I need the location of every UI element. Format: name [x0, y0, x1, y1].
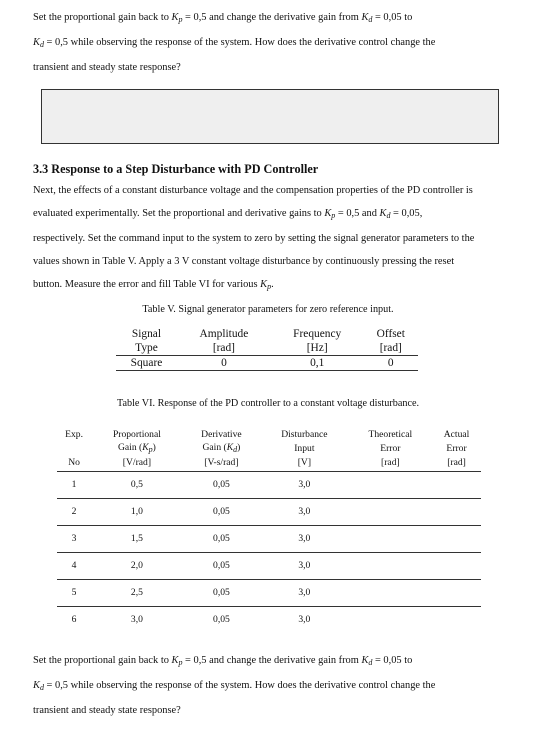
table5-header: Offset	[376, 328, 405, 340]
table6-header: [rad]	[447, 457, 466, 469]
section-body-line-4: values shown in Table V. Apply a 3 V constant voltage disturbance by continuously pressing the reset	[33, 256, 455, 267]
signal-generator-table	[116, 327, 418, 371]
section-body-line-3: respectively. Set the command input to the system to zero by setting the signal generator parameters to the	[33, 233, 475, 244]
actual-error-cell[interactable]	[432, 525, 481, 552]
theoretical-error-cell[interactable]	[349, 525, 432, 552]
table6-caption: Table VI. Response of the PD controller to a constant voltage disturbance.	[116, 398, 420, 409]
proportional-gain: 2,5	[91, 579, 183, 606]
exp-number: 5	[57, 579, 91, 606]
table6-header: Input	[294, 442, 315, 454]
table5-cell: 0	[364, 356, 418, 371]
table6-header: Disturbance	[281, 428, 328, 440]
table5-unit: [rad]	[177, 341, 271, 356]
actual-error-cell[interactable]	[432, 471, 481, 498]
top-question	[33, 6, 497, 79]
disturbance-input: 3,0	[260, 498, 349, 525]
proportional-gain: 2,0	[91, 552, 183, 579]
table6-header: [V-s/rad]	[204, 457, 239, 469]
section-body-line-5: button. Measure the error and fill Table VI for various $K_p$.	[33, 279, 274, 291]
top-question-line-2: $K_d = 0,5$ while observing the response of the system. How does the derivative control change the	[33, 37, 436, 49]
disturbance-input: 3,0	[260, 552, 349, 579]
bottom-question-line-3: transient and steady state response?	[33, 705, 181, 716]
actual-error-cell[interactable]	[432, 606, 481, 633]
disturbance-input: 3,0	[260, 606, 349, 633]
table-row	[57, 552, 481, 579]
table5-unit: [Hz]	[271, 341, 364, 356]
disturbance-input: 3,0	[260, 579, 349, 606]
table-row	[57, 498, 481, 525]
theoretical-error-cell[interactable]	[349, 579, 432, 606]
answer-box[interactable]	[41, 89, 499, 144]
table6-header: Error	[446, 442, 467, 454]
bottom-question-line-1: Set the proportional gain back to $K_p = 0,5$ and change the derivative gain from $K_d = 0,05$ to	[33, 655, 413, 667]
table5-header: Amplitude	[199, 328, 249, 340]
exp-number: 4	[57, 552, 91, 579]
table-row	[57, 606, 481, 633]
table-row	[57, 471, 481, 498]
table6-header: Theoretical	[368, 428, 413, 440]
table5-caption: Table V. Signal generator parameters for zero reference input.	[142, 304, 394, 315]
section-body-line-1: Next, the effects of a constant disturbance voltage and the compensation properties of the PD controller is	[33, 185, 473, 196]
derivative-gain: 0,05	[183, 498, 260, 525]
table5-unit: Type	[116, 341, 177, 356]
theoretical-error-cell[interactable]	[349, 498, 432, 525]
disturbance-input: 3,0	[260, 525, 349, 552]
table-row	[57, 579, 481, 606]
table5-unit: [rad]	[364, 341, 418, 356]
theoretical-error-cell[interactable]	[349, 552, 432, 579]
derivative-gain: 0,05	[183, 579, 260, 606]
table6-header: [rad]	[381, 457, 400, 469]
table6-header: No	[68, 457, 80, 469]
table6-header: Exp.	[65, 428, 83, 440]
actual-error-cell[interactable]	[432, 498, 481, 525]
exp-number: 1	[57, 471, 91, 498]
table6-header: Error	[380, 442, 401, 454]
proportional-gain: 3,0	[91, 606, 183, 633]
table6-header: Gain $(K_d)$	[202, 442, 241, 454]
section-heading: 3.3 Response to a Step Disturbance with PD Controller	[33, 162, 319, 176]
table6-header: Actual	[443, 428, 470, 440]
table6-header: Gain $(K_p)$	[117, 442, 156, 454]
table5-cell: Square	[116, 356, 177, 371]
table6-header: Derivative	[201, 428, 242, 440]
exp-number: 3	[57, 525, 91, 552]
top-question-line-3: transient and steady state response?	[33, 62, 181, 73]
actual-error-cell[interactable]	[432, 552, 481, 579]
section-body	[33, 179, 497, 298]
derivative-gain: 0,05	[183, 552, 260, 579]
derivative-gain: 0,05	[183, 471, 260, 498]
table-row	[57, 525, 481, 552]
proportional-gain: 1,5	[91, 525, 183, 552]
proportional-gain: 0,5	[91, 471, 183, 498]
pd-disturbance-table	[57, 427, 481, 633]
table5-header: Frequency	[293, 328, 342, 340]
bottom-question	[33, 649, 497, 722]
table5-header: Signal	[131, 328, 162, 340]
table6-header: [V]	[297, 457, 312, 469]
proportional-gain: 1,0	[91, 498, 183, 525]
theoretical-error-cell[interactable]	[349, 606, 432, 633]
table6-header: Proportional	[112, 428, 161, 440]
bottom-question-line-2: $K_d = 0,5$ while observing the response of the system. How does the derivative control change the	[33, 680, 436, 692]
actual-error-cell[interactable]	[432, 579, 481, 606]
exp-number: 6	[57, 606, 91, 633]
table6-header: [V/rad]	[122, 457, 152, 469]
top-question-line-1: Set the proportional gain back to $K_p = 0,5$ and change the derivative gain from $K_d = 0,05$ to	[33, 12, 413, 24]
disturbance-input: 3,0	[260, 471, 349, 498]
table5-cell: 0,1	[271, 356, 364, 371]
table5-cell: 0	[177, 356, 271, 371]
derivative-gain: 0,05	[183, 525, 260, 552]
exp-number: 2	[57, 498, 91, 525]
table6-header	[57, 441, 91, 455]
derivative-gain: 0,05	[183, 606, 260, 633]
theoretical-error-cell[interactable]	[349, 471, 432, 498]
section-body-line-2: evaluated experimentally. Set the proportional and derivative gains to $K_p = 0,5$ and $K_d = 0,05$,	[33, 208, 423, 220]
